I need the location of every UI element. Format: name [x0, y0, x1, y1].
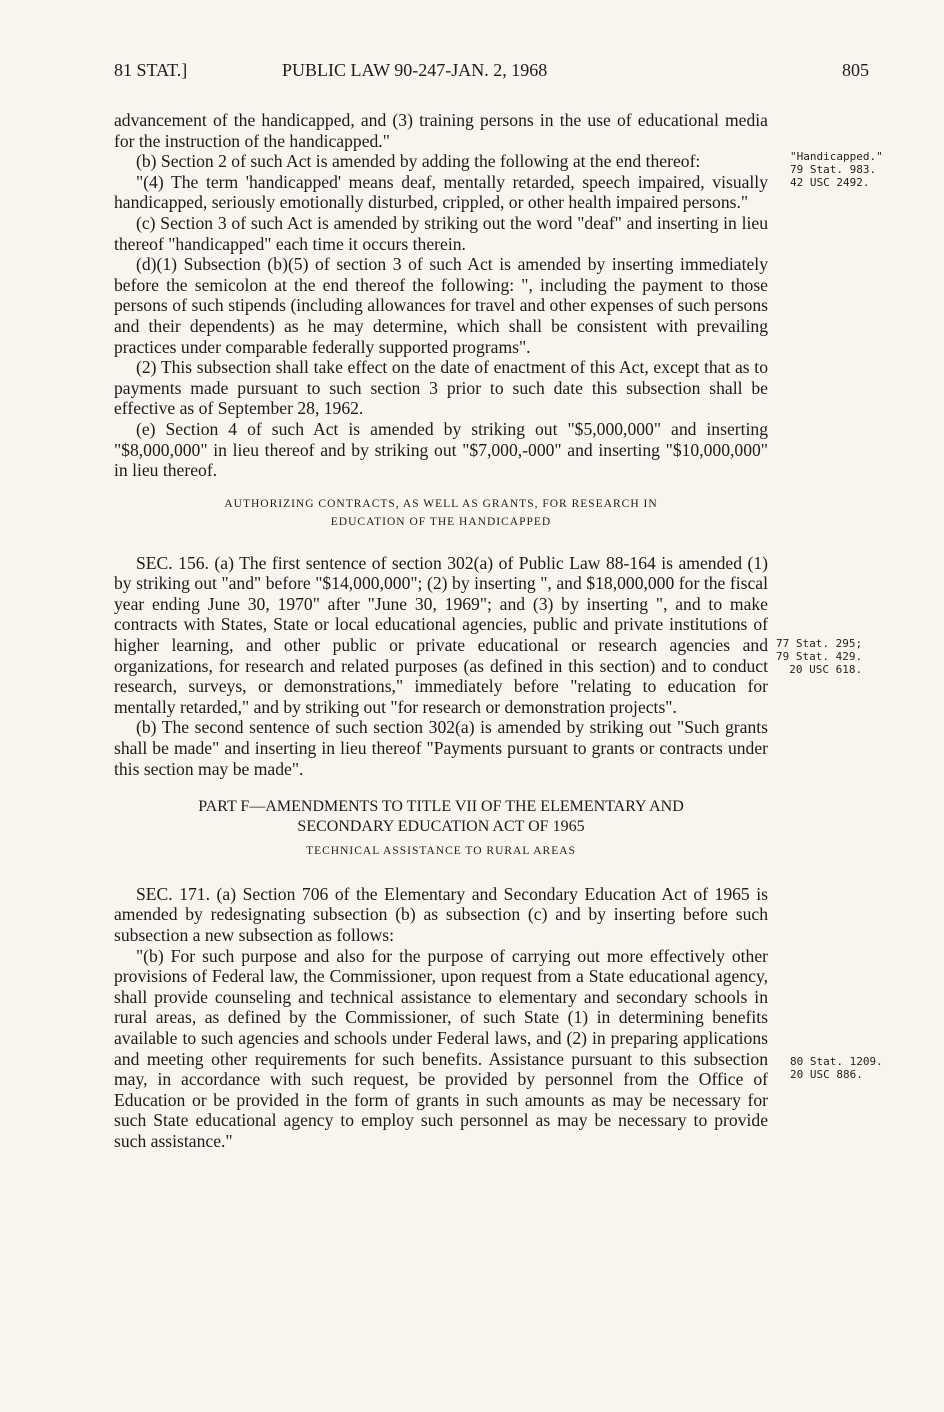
section-156-b: (b) The second sentence of such section 302(a) is amended by striking out "Such grants shall be made" and inserting in lieu thereof "Payments pursuant to grants or contracts under this section may be made".	[114, 717, 768, 779]
section-156-a: SEC. 156. (a) The first sentence of section 302(a) of Public Law 88-164 is amended (1) by striking out "and" before "$14,000,000"; (2) by inserting ", and $18,000,000 for the fiscal year ending June 30, 1970" after "June 30, 1969"; and (3) by inserting ", and to make contracts with States, State or local educational agencies, public and private institutions of higher learning, and other public or private educational or research agencies and organizations, for research and related purposes (as defined in this section) and to conduct research, surveys, or demonstrations," immediately before "relating to education for mentally retarded," and by striking out "for research or demonstration projects".	[114, 552, 768, 717]
part-subheading: TECHNICAL ASSISTANCE TO RURAL AREAS	[306, 845, 576, 858]
main-text	[114, 110, 768, 1152]
paragraph-d2: (2) This subsection shall take effect on the date of enactment of this Act, except that as to payments made pursuant to such section 3 prior to such date this subsection shall be effective as of September 28, 1962.	[114, 357, 768, 419]
paragraph-d1: (d)(1) Subsection (b)(5) of section 3 of such Act is amended by inserting immediately before the semicolon at the end thereof the following: ", including the payment to those persons of such stipends (including allowances for travel and other expenses of such persons and their dependents) as he may determine, which shall be consistent with prevailing practices under comparable federally supported programs".	[114, 254, 768, 357]
header-title: PUBLIC LAW 90-247-JAN. 2, 1968	[282, 60, 548, 80]
margin-note-line: 79 Stat. 429.	[776, 650, 863, 663]
part-heading-line-2: SECONDARY EDUCATION ACT OF 1965	[297, 818, 585, 836]
page-number: 805	[842, 60, 869, 80]
section-heading-line-1: AUTHORIZING CONTRACTS, AS WELL AS GRANTS, FOR RESEARCH IN	[224, 497, 658, 510]
section-heading-contracts	[114, 495, 768, 531]
margin-note-line: 77 Stat. 295;	[776, 637, 863, 650]
section-heading-line-2: EDUCATION OF THE HANDICAPPED	[330, 515, 552, 528]
header-statute-volume: 81 STAT.]	[114, 60, 188, 80]
margin-note-sec171	[790, 1055, 883, 1081]
paragraph-continuation: advancement of the handicapped, and (3) training persons in the use of educational media for the instruction of the handicapped."	[114, 110, 768, 151]
section-171-new-subsection-b: "(b) For such purpose and also for the purpose of carrying out more effectively other provisions of Federal law, the Commissioner, upon request from a State educational agency, shall provide counseling and technical assistance to elementary and secondary schools in rural areas, as defined by the Commissioner, of such State (1) in determining benefits available to such agencies and schools under Federal laws, and (2) in preparing applications and meeting other requirements for such benefits. Assistance pursuant to this subsection may, in accordance with such request, be provided by personnel from the Office of Education or be provided in the form of grants in such amounts as may be necessary for such State educational agency to employ such personnel as may be necessary to provide such assistance."	[114, 945, 768, 1151]
part-heading-line-1: PART F—AMENDMENTS TO TITLE VII OF THE ELEMENTARY AND	[198, 798, 684, 816]
paragraph-e: (e) Section 4 of such Act is amended by striking out "$5,000,000" and inserting "$8,000,000" in lieu thereof and by striking out "$7,000,-000" and inserting "$10,000,000" in lieu thereof.	[114, 418, 768, 481]
margin-note-line: "Handicapped."	[790, 150, 883, 163]
paragraph-c: (c) Section 3 of such Act is amended by striking out the word "deaf" and inserting in lieu thereof "handicapped" each time it occurs therein.	[114, 212, 768, 254]
section-171-a: SEC. 171. (a) Section 706 of the Elementary and Secondary Education Act of 1965 is amended by redesignating subsection (b) as subsection (c) and by inserting before such subsection a new subsection as follows:	[114, 883, 768, 945]
margin-note-sec156	[776, 637, 862, 676]
page-header	[114, 60, 914, 90]
paragraph-definition-4: "(4) The term 'handicapped' means deaf, mentally retarded, speech impaired, visually handicapped, seriously emotionally disturbed, crippled, or other health impaired persons."	[114, 171, 768, 213]
margin-note-line: 79 Stat. 983.	[790, 163, 877, 176]
margin-note-line: 42 USC 2492.	[790, 176, 870, 189]
margin-note-handicapped	[790, 150, 883, 189]
margin-note-line: 20 USC 618.	[789, 663, 863, 676]
margin-note-line: 80 Stat. 1209.	[790, 1055, 883, 1068]
paragraph-b: (b) Section 2 of such Act is amended by adding the following at the end thereof:	[136, 151, 701, 172]
part-f-heading	[114, 797, 768, 837]
margin-note-line: 20 USC 886.	[790, 1068, 863, 1081]
